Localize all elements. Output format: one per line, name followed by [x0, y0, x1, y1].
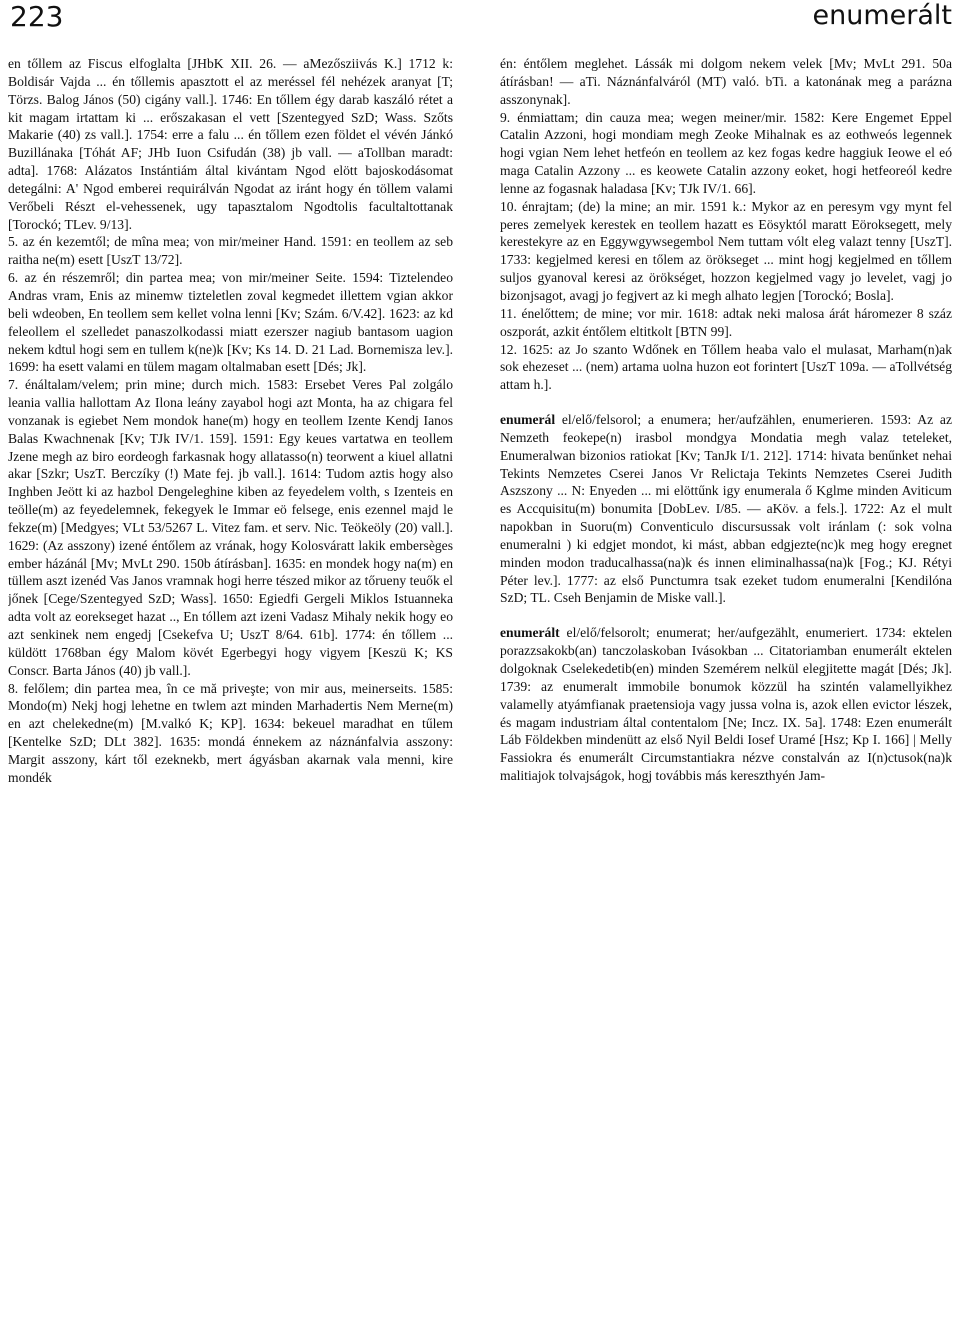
entry-paragraph: 8. felőlem; din partea mea, în ce mă priveşte; von mir aus, meinerseits. 1585: Mondo(m) Nekj hogj lehetne en twlem azt minden Marhadertis Nem Merne(m) en azt chelekedne(m) [M.valkó K; KP]. 1634: bekeuel maradhat en tűlem [Kentelke SzD; DLt 382]. 1635: mondá énnekem az náznánfalvia asszony: Margit asszony, kárt től ezeknekb, mert ágyásban akarnak vala menni, kire mondék — [8, 680, 453, 785]
entry-paragraph: 9. énmiattam; din cauza mea; wegen meiner/mir. 1582: Kere Engemet Eppel Catalin Azzoni, hogi mondiam megh Zeoke Mihalnak es az eothweós legennek hogi vgian Nem lehet hetfeón en teollem az kez fogas kedre haggiuk Ieowe el eó maga Catalin Azzony ... es keowete Catalin azzony eoket, hogi hetfeoreól kedre lenne az fogasnak haladasa [Kv; TJk IV/1. 66]. — [500, 109, 952, 196]
entry-paragraph: en tőllem az Fiscus elfoglalta [JHbK XII. 26. — aMezősziivás K.] 1712 k: Boldisár Vajda ... én tőllemis apasztott el az meréssel fél nehézek aranyat [T; Törzs. Balog János (50) cigány vall.]. 1746: En tőllem égy darab kaszáló rétet a kit magam irtattam ki ... erőszakasan el vett [Szentegyed SzD; Wass. Szőts Makarie (40) zs vall.]. 1754: erre a falu ... én tőllem ezen földet el vévén Jánkó Buzillánaka [Tóhát AF; JHb Iuon Csifudán (38) jb vall. — aTollban maradt: adta]. 1768: Alázatos Instántiám által kivántam Ngod elött bajoskodásomat detegálni: A' Ngod emberei requirálván Ngodat az iránt hogy én töllem valami Verőbeli Részt el-vehessenek, ugy tapasztalom Ngodtolis facultaltottanak [Torockó; TLev. 9/13]. — [8, 56, 453, 232]
page-header — [0, 0, 960, 40]
entry-paragraph: 10. énrajtam; (de) la mine; an mir. 1591 k.: Mykor az en peresym vgy mynt fel peres zemelyek kerestek en teollem hazatt es Eösyktól maratt Eöroksegett, mely kerestekyre az en Eggywgywsegembol Nem tuttam vólt eleg valazt tenny [UszT]. 1733: kegjelmed keresi en tőlem az örökseget ... mint hogj kegjelmed en tőllem suljos gyanoval keresi az örökséget, hozzon kegjelmed vagy jo levelet, vagj jo bizonjsagot, avagj jo fegjvert az ki megh alhato legjen [Torockó; Bosla]. — [500, 198, 952, 303]
entry-paragraph: én: éntőlem meglehet. Lássák mi dolgom nekem velek [Mv; MvLt 291. 50a átírásban! — aTi. Náznánfalváról (MT) való. bTi. a katonának meg a parázna asszonynak]. — [500, 56, 952, 107]
headword-entry-enumeralt: enumerált el/elő/felsorolt; enumerat; her/aufgezählt, enumeriert. 1734: ektelen porazzsakokb(an) tanczolaskoban Ivásokban ... Citatoriamban enumerált ektelen dolgoknak Cselekedetib(en) minden Szemérem nelkül elegjitette magát [Dés; Jk]. 1739: az enumeralt immobile bonumok közzül ha szintén valamellyikhez valamelly atyámfianak praetensioja vagy jussa volna is, azok ellen evictor lészek, és magam industriam által contentalom [Ne; Incz. IX. 5a]. 1748: Ezen enumerált Láb Földekben mindenütt az első Nyil Beldi Iosef Uramé [Hsz; Kp I. 166] | Melly Fassiokra és enumerált Circumstantiakra nézve constalván az I(n)ctusok(na)k malitiajok tolvajságok, hogj továbbis más kereszthyén Jam- — [500, 625, 952, 784]
entry-paragraph: 7. énáltalam/velem; prin mine; durch mich. 1583: Ersebet Veres Pal zolgálo leania vallia hallottam Az Ilona leány zayabol hogi azt Monta, ha az chigara fel vonzanak is egiebet Nem mondok hane(m) hogy en teollem Izente Kendj Ianos Balas Kwachnenak [Kv; TJk IV/1. 159]. 1591: Egy keues vartatwa en teollem Jzene megh az biro eordeogh farkasnak hogy allatasso(n) teorwent a kiuel allatni akar [Szkr; UszT. Berczíky (!) Mate fej. jb vall.]. 1614: Tudom aztis hogy also Inghben Jeött ki az hazbol Dengeleghine kiben az feyedelem volth, s Izenteis en teölle(m) az feyedelemnek, fekegyek le Immar eö felsege, enis ezennel majd le fekze(m) [Medgyes; VLt 53/5267 L. Vitez fam. et serv. Nic. Teökeöly (20) vall.]. 1629: (Az asszony) izené éntőlem az vrának, hogy Kolosváratt lakik embersèges ember házánál [Mv; MvLt 290. 150b átírásban]. 1635: en mondek hogy na(m) en tüllem aszt izenéd Vas Janos vramnak hogi herre tészed mikor az tőrueny teuők el jőnek [Cege/Szentegyed SzD; Wass]. 1650: Egiedfi Gergeli Miklos Istuanneka adta volt az eorekseget hazat .., En tóllem azt izeni Vadasz Mihaly nekik hogy eo azt senkinek nem engedj [Csekefva U; UszT 8/64. 61b]. 1774: én tőllem ... küldött 1768ban égy Malom kövét Egerbegyi hogy vigyem [Keszü K; KS Conscr. Barta János (40) jb vall.]. — [8, 377, 453, 678]
headword: enumerál — [500, 412, 556, 428]
entry-paragraph: 11. énelőttem; de mine; vor mir. 1618: adtak neki malosa árát háromezer 8 száz oszporát, azkit éntőlem eltitkolt [BTN 99]. — [500, 305, 952, 339]
page-number: 223 — [10, 0, 64, 33]
entry-paragraph: 6. az én részemről; din partea mea; von mir/meiner Seite. 1594: Tiztelendeo Andras vram, Enis az minemw tizteletlen zoval kegmedet illettem vgian akkor beli wdeoben, En teollem sem kellet volna lenni [Kv; Szám. 6/V.42]. 1623: az kd feleollem el szelledet panaszolkodassi miatt ezerszer nagiub bantasom uagion nekem kdtul hogi sem en tullem k(ne)k [Kv; Ks 14. D. 21 Lad. Bornemisza lev.]. 1699: ha esett valami en tülem magam oltalmaban esett [Dés; Jk]. — [8, 270, 453, 375]
entry-paragraph: 5. az én kezemtől; de mîna mea; von mir/meiner Hand. 1591: en teollem az seb raitha ne(m) esett [UszT 13/72]. — [8, 234, 453, 268]
right-column — [500, 55, 952, 1331]
headword: enumerált — [500, 625, 560, 641]
left-column — [8, 55, 453, 1331]
running-head: enumerált — [812, 0, 952, 31]
headword-entry-enumeral: enumerál el/elő/felsorol; a enumera; her/aufzählen, enumerieren. 1593: Az az Nemzeth feokepe(n) irasbol mondgya Mondatia megh valaz teteleket, Enumeralwan bizonios ratiokat [Kv; TanJk I/1. 212]. 1714: hivata benűnket nehai Tekints Nemzetes Cserei Janos Vr Relictaja Tekints Nemzetes Cserei Judith Aszszony ... N: Enyeden ... mi elöttűnk igy enumerala ő Kglme minden Aviticum es Accquisitu(m) bonumita [DobLev. I/85. — aKöv. a fels.]. 1722: Az el mult napokban in Suoru(m) Conventiculo discursussak volt iránlam (: sok volna enumeralni ) ki edgjet mondot, ki mást, abban edgjezte(nc)k meg hogy eregnet minden modon traducalhassa(na)k és innen eliminalhassa(na)k [Fog.; KJ. Rétyi Péter lev.]. 1777: az első Punctumra tsak ezeket tudom enumeralni [Kendilóna SzD; TL. Cseh Benjamin de Miske vall.]. — [500, 412, 952, 606]
entry-paragraph: 12. 1625: az Jo szanto Wdőnek en Tőllem heaba valo el mulasat, Marham(n)ak sok ehezeset ... (nem) artama uolna huzon eot forintert [UszT 109a. — aTollvétség attam h.]. — [500, 341, 952, 393]
